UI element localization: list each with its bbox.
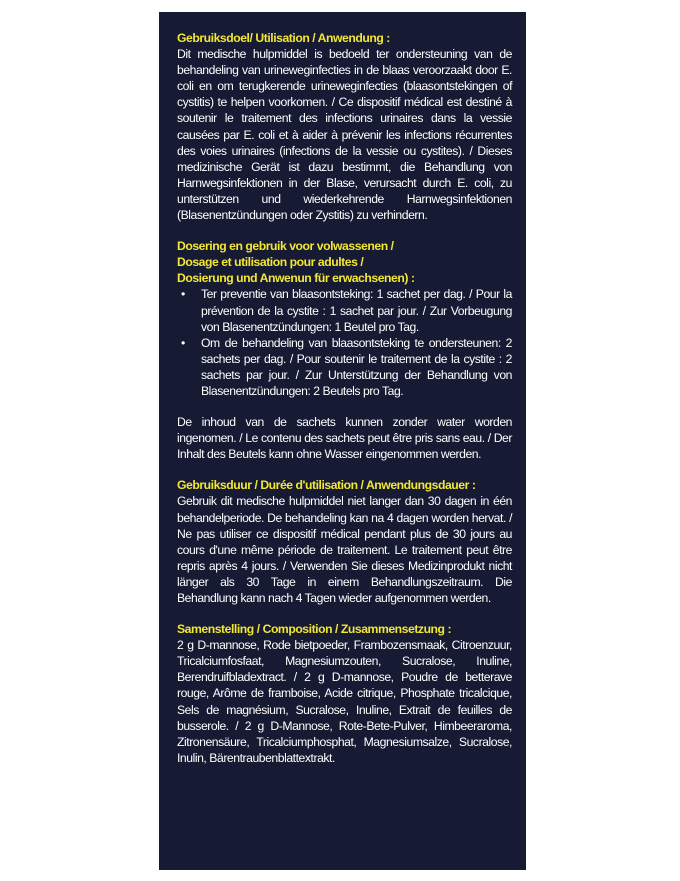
dosage-note: De inhoud van de sachets kunnen zonder water worden ingenomen. / Le contenu des sachets peut être pris sans eau. / Der Inhalt des Beutels kann ohne Wasser eingenommen werden. xyxy=(177,415,512,462)
duration-heading: Gebruiksduur / Durée d'utilisation / Anwendungsdauer : xyxy=(177,478,476,493)
leaflet-panel xyxy=(159,12,526,870)
composition-heading: Samenstelling / Composition / Zusammensetzung : xyxy=(177,622,452,637)
dosage-bullet-text: Ter preventie van blaasontsteking: 1 sachet per dag. / Pour la prévention de la cystite : 1 sachet par jour. / Zur Vorbeugung von Blasenentzündungen: 1 Beutel pro Tag. xyxy=(201,287,512,334)
duration-section xyxy=(177,477,512,606)
dosage-heading-line-3: Dosierung und Anwenun für erwachsenen) : xyxy=(177,271,415,286)
bullet-icon: • xyxy=(181,335,185,350)
dosage-section xyxy=(177,238,512,462)
purpose-text: Dit medische hulpmiddel is bedoeld ter ondersteuning van de behandeling van urineweginfecties in de blaas veroorzaakt door E. coli en om terugkerende urineweginfecties (blaasontstekingen of cystitis) te helpen voorkomen. / Ce dispositif médical est destiné à soutenir le traitement des infections urinaires dans la vessie causées par E. coli et à aider à prévenir les infections récurrentes des voies urinaires (infections de la vessie ou cystites). / Dieses medizinische Gerät ist dazu bestimmt, die Behandlung von Harnwegsinfektionen in der Blase, verursacht durch E. coli, zu unterstützen und wiederkehrende Harnwegsinfektionen (Blasenentzündungen oder Zystitis) zu verhindern. xyxy=(177,47,512,223)
composition-text: 2 g D-mannose, Rode bietpoeder, Frambozensmaak, Citroenzuur, Tricalciumfosfaat, Magnesiumzouten, Sucralose, Inuline, Berendruifbladextract. / 2 g D-mannose, Poudre de betterave rouge, Arôme de framboise, Acide citrique, Phosphate tricalcique, Sels de magnésium, Sucralose, Inuline, Extrait de feuilles de busserole. / 2 g D-Mannose, Rote-Bete-Pulver, Himbeeraroma, Zitronensäure, Tricalciumphosphat, Magnesiumsalze, Sucralose, Inulin, Bärentraubenblattextrakt. xyxy=(177,638,512,765)
dosage-heading-line-2: Dosage et utilisation pour adultes / xyxy=(177,255,364,270)
purpose-heading: Gebruiksdoel/ Utilisation / Anwendung : xyxy=(177,31,390,45)
bullet-icon: • xyxy=(181,287,185,302)
dosage-heading-line-1: Dosering en gebruik voor volwassenen / xyxy=(177,239,394,254)
dosage-list xyxy=(177,286,512,399)
list-item xyxy=(177,335,512,399)
purpose-section xyxy=(177,30,512,223)
list-item xyxy=(177,286,512,334)
composition-section xyxy=(177,621,512,766)
duration-text: Gebruik dit medische hulpmiddel niet langer dan 30 dagen in één behandelperiode. De behandeling kan na 4 dagen worden hervat. / Ne pas utiliser ce dispositif médical pendant plus de 30 jours au cours d'une même période de traitement. Le traitement peut être repris après 4 jours. / Verwenden Sie dieses Medizinprodukt nicht länger als 30 Tage in einem Behandlungszeitraum. Die Behandlung kann nach 4 Tagen wieder aufgenommen werden. xyxy=(177,494,512,605)
dosage-bullet-text: Om de behandeling van blaasontsteking te ondersteunen: 2 sachets per dag. / Pour soutenir le traitement de la cystite : 2 sachets par jour. / Zur Unterstützung der Behandlung von Blasenentzündungen: 2 Beutels pro Tag. xyxy=(201,335,512,398)
